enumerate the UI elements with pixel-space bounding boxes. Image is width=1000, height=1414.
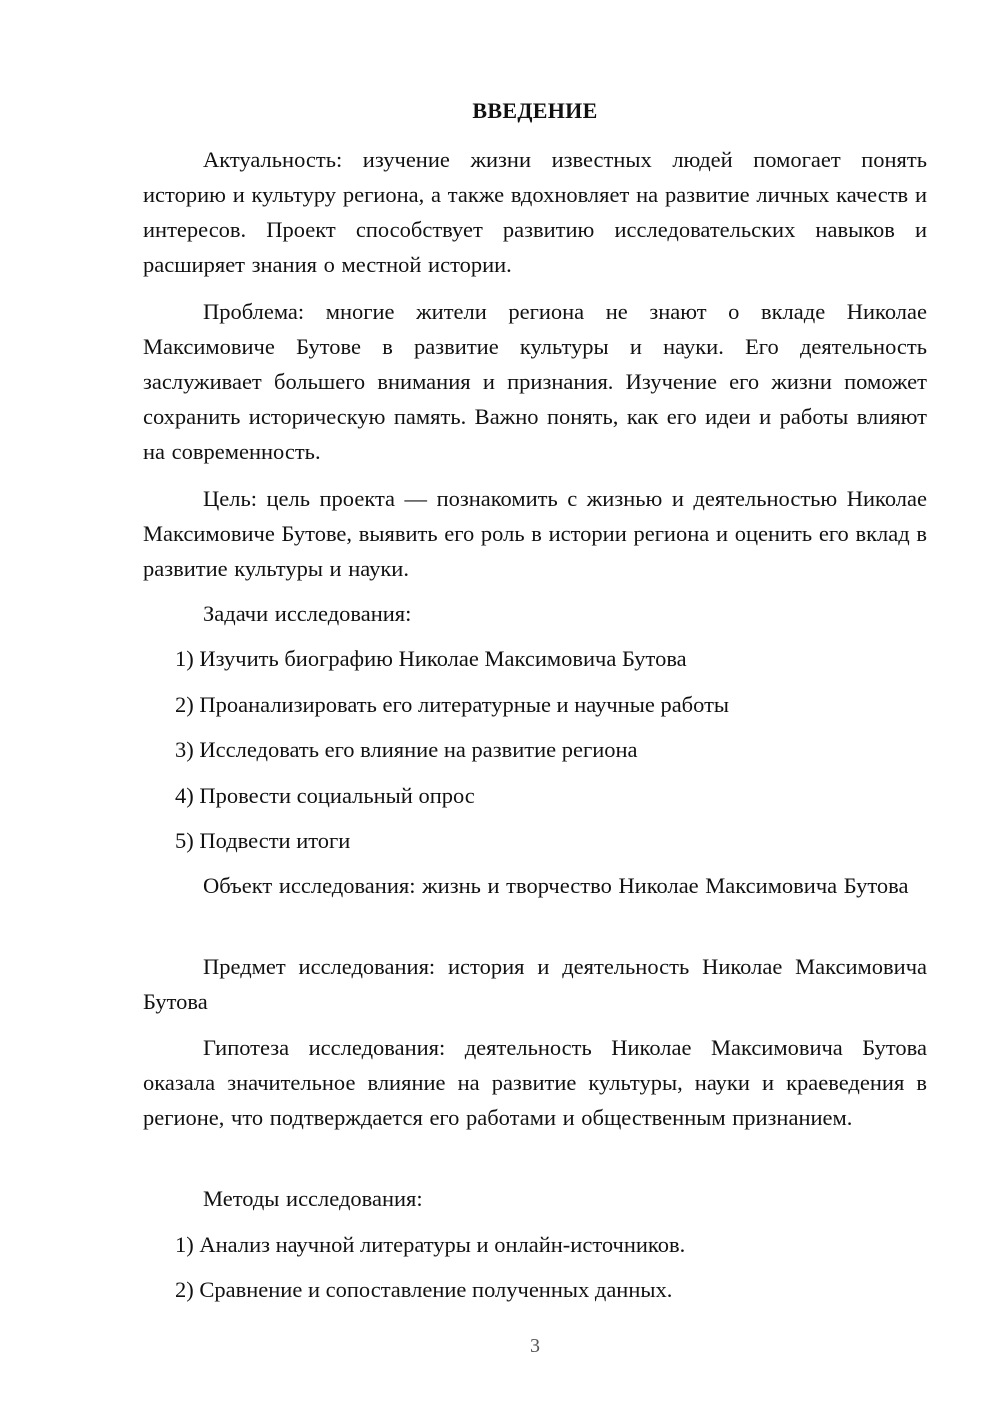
task-item: 4) Провести социальный опрос xyxy=(175,783,475,808)
relevance-paragraph: Актуальность: изучение жизни известных людей помогает понять историю и культуру региона, а также вдохновляет на развитие личных качеств и интересов. Проект способствует развитию исследовательских навыков и расширяет знания о местной истории. xyxy=(143,147,927,277)
tasks-heading: Задачи исследования: xyxy=(203,601,412,626)
page-number: 3 xyxy=(530,1335,540,1357)
page-title: ВВЕДЕНИЕ xyxy=(472,98,598,123)
task-item: 2) Проанализировать его литературные и научные работы xyxy=(175,692,730,717)
hypothesis-paragraph: Гипотеза исследования: деятельность Николае Максимовича Бутова оказала значительное влияние на развитие культуры, науки и краеведения в регионе, что подтверждается его работами и общественным признанием. xyxy=(143,1035,927,1130)
methods-heading: Методы исследования: xyxy=(203,1186,423,1211)
task-item: 3) Исследовать его влияние на развитие региона xyxy=(175,737,638,762)
task-item: 1) Изучить биографию Николае Максимовича Бутова xyxy=(175,646,687,671)
document-page xyxy=(143,0,927,1414)
method-item: 2) Сравнение и сопоставление полученных данных. xyxy=(175,1277,673,1302)
problem-paragraph: Проблема: многие жители региона не знают о вкладе Николае Максимовиче Бутове в развитие культуры и науки. Его деятельность заслуживает большего внимания и признания. Изучение его жизни поможет сохранить историческую память. Важно понять, как его идеи и работы влияют на современность. xyxy=(143,299,927,464)
task-item: 5) Подвести итоги xyxy=(175,828,351,853)
object-paragraph: Объект исследования: жизнь и творчество Николае Максимовича Бутова xyxy=(203,873,909,898)
goal-paragraph: Цель: цель проекта — познакомить с жизнью и деятельностью Николае Максимовиче Бутове, выявить его роль в истории региона и оценить его вклад в развитие культуры и науки. xyxy=(143,486,927,581)
method-item: 1) Анализ научной литературы и онлайн-источников. xyxy=(175,1232,686,1257)
subject-paragraph: Предмет исследования: история и деятельность Николае Максимовича Бутова xyxy=(143,954,927,1014)
